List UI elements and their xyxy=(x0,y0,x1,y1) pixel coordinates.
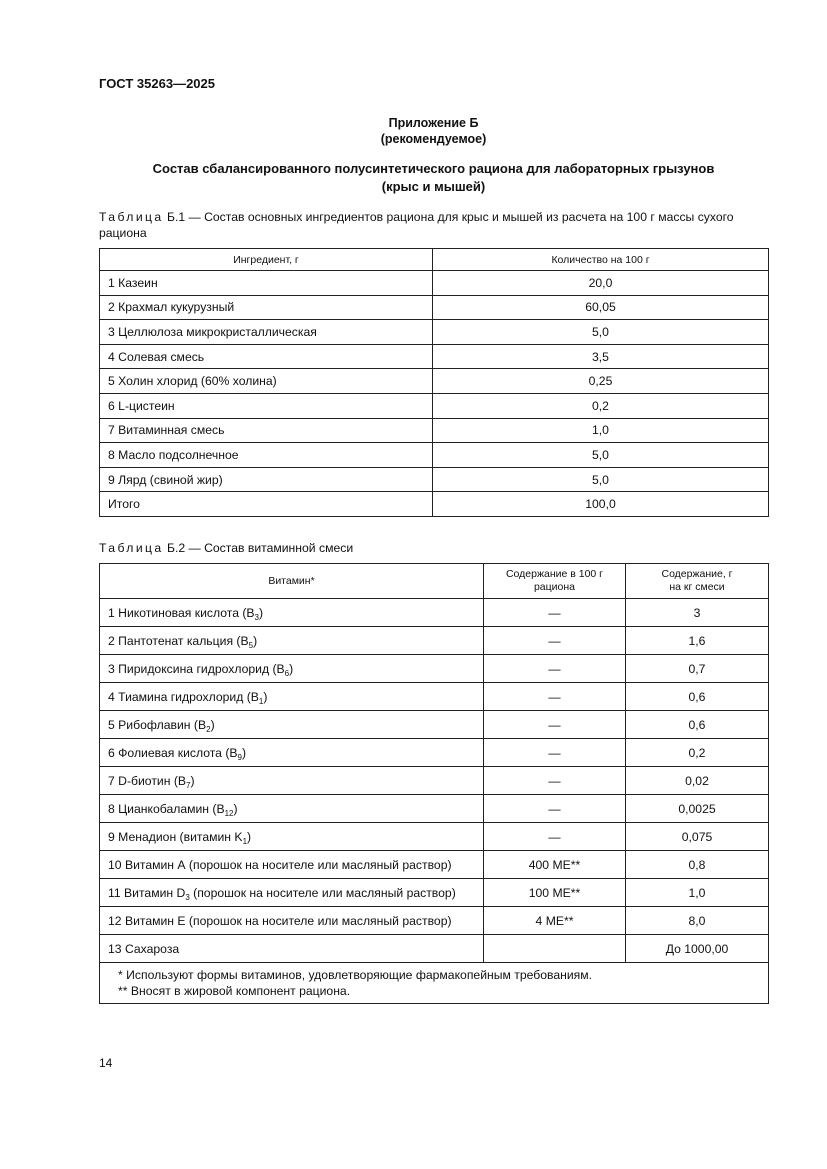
table-row xyxy=(100,344,769,369)
content-per-100g: — xyxy=(484,655,626,683)
ingredient-name: 6 L-цистеин xyxy=(100,393,433,418)
ingredient-name: Итого xyxy=(100,492,433,517)
table-row xyxy=(100,795,769,823)
table2-caption-text: Б.2 — Состав витаминной смеси xyxy=(163,541,354,555)
ingredient-quantity: 0,25 xyxy=(433,369,769,394)
table-row xyxy=(100,393,769,418)
ingredients-table xyxy=(99,248,769,517)
vitamin-table-body xyxy=(100,599,769,963)
table-row xyxy=(100,655,769,683)
note-1: * Используют формы витаминов, удовлетворяющие фармакопейным требованиям. xyxy=(118,968,593,982)
vitamin-name xyxy=(100,739,484,767)
header-per-100g-line-1: Содержание в 100 г xyxy=(505,568,604,580)
table-row xyxy=(100,767,769,795)
vitamin-name xyxy=(100,599,484,627)
vitamin-name-text: 3 Пиридоксина гидрохлорид (B xyxy=(108,661,285,676)
annex-type: (рекомендуемое) xyxy=(380,132,487,146)
content-per-100g: 100 МЕ** xyxy=(484,879,626,907)
annex-label: Приложение Б xyxy=(388,116,479,130)
vitamin-name-text: 13 Сахароза xyxy=(108,941,180,956)
content-per-100g: 400 МЕ** xyxy=(484,851,626,879)
ingredient-quantity: 5,0 xyxy=(433,320,769,345)
ingredient-quantity: 5,0 xyxy=(433,467,769,492)
content-per-100g: — xyxy=(484,823,626,851)
vitamin-name-text: 12 Витамин Е (порошок на носителе или масляный раствор) xyxy=(108,913,452,928)
table-row xyxy=(100,418,769,443)
vitamin-name-tail: ) xyxy=(210,717,215,732)
content-per-100g: — xyxy=(484,739,626,767)
vitamin-name xyxy=(100,795,484,823)
vitamin-name xyxy=(100,851,484,879)
vitamin-name-tail: ) xyxy=(241,745,247,760)
vitamin-subscript: 1 xyxy=(258,696,264,706)
content-per-kg: 0,8 xyxy=(626,851,769,879)
content-per-kg: 0,6 xyxy=(626,683,769,711)
vitamin-subscript: 2 xyxy=(206,724,211,734)
table-row xyxy=(100,271,769,296)
vitamin-name-tail: ) xyxy=(263,689,268,704)
vitamin-subscript: 9 xyxy=(237,752,242,762)
content-per-kg: 0,7 xyxy=(626,655,769,683)
vitamin-name-text: 2 Пантотенат кальция (B xyxy=(108,633,249,648)
table-row xyxy=(100,369,769,394)
vitamin-name xyxy=(100,935,484,963)
content-per-kg: 1,0 xyxy=(626,879,769,907)
ingredient-quantity: 20,0 xyxy=(433,271,769,296)
table2-caption-prefix: Таблица xyxy=(99,541,164,555)
ingredient-name: 5 Холин хлорид (60% холина) xyxy=(100,369,433,394)
table-row xyxy=(100,295,769,320)
table1-caption-prefix: Таблица xyxy=(99,210,164,224)
table1-caption-text: Б.1 — Состав основных ингредиентов рациона для крыс и мышей из расчета на 100 г массы сухого рациона xyxy=(99,210,734,240)
vitamin-subscript: 6 xyxy=(284,668,290,678)
ingredient-quantity: 1,0 xyxy=(433,418,769,443)
ingredients-table-body xyxy=(100,271,769,517)
note-2: ** Вносят в жировой компонент рациона. xyxy=(118,984,351,998)
vitamin-name-tail: ) xyxy=(259,605,264,620)
vitamin-name-text: 9 Менадион (витамин K xyxy=(108,829,243,844)
table-row xyxy=(100,851,769,879)
table-row xyxy=(100,467,769,492)
page-number: 14 xyxy=(99,1056,113,1070)
table-row xyxy=(100,599,769,627)
vitamin-name-tail: (порошок на носителе или масляный раствор) xyxy=(189,885,456,900)
vitamin-table xyxy=(99,563,769,1004)
table-row xyxy=(100,683,769,711)
column-header-per-100g xyxy=(484,564,626,599)
vitamin-name-text: 7 D-биотин (B xyxy=(108,773,187,788)
header-per-100g-line-2: рациона xyxy=(533,581,576,593)
header-per-kg-line-2: на кг смеси xyxy=(669,581,725,593)
title-line-1: Состав сбалансированного полусинтетического рациона для лабораторных грызунов xyxy=(152,161,715,176)
table-row xyxy=(100,711,769,739)
content-per-kg: 0,2 xyxy=(626,739,769,767)
content-per-kg: 0,0025 xyxy=(626,795,769,823)
table-row xyxy=(100,320,769,345)
column-header-ingredient: Ингредиент, г xyxy=(100,249,433,271)
content-per-100g xyxy=(484,935,626,963)
document-code: ГОСТ 35263—2025 xyxy=(99,76,215,91)
table-row xyxy=(100,823,769,851)
table-row xyxy=(100,627,769,655)
content-per-100g: — xyxy=(484,767,626,795)
header-per-kg-line-1: Содержание, г xyxy=(661,568,733,580)
content-per-100g: — xyxy=(484,683,626,711)
vitamin-subscript: 3 xyxy=(185,892,190,902)
table-row xyxy=(100,739,769,767)
vitamin-name-tail: ) xyxy=(190,773,195,788)
vitamin-name-tail: ) xyxy=(247,829,252,844)
ingredient-quantity: 3,5 xyxy=(433,344,769,369)
content-per-100g: 4 МЕ** xyxy=(484,907,626,935)
vitamin-name-text: 6 Фолиевая кислота (B xyxy=(108,745,238,760)
ingredient-quantity: 100,0 xyxy=(433,492,769,517)
content-per-kg: 1,6 xyxy=(626,627,769,655)
vitamin-name xyxy=(100,711,484,739)
vitamin-name-text: 8 Цианкобаламин (B xyxy=(108,801,225,816)
table-row xyxy=(100,935,769,963)
vitamin-name-tail: ) xyxy=(253,633,258,648)
content-per-kg: До 1000,00 xyxy=(626,935,769,963)
content-per-100g: — xyxy=(484,599,626,627)
table-header-row xyxy=(100,249,769,271)
vitamin-name-tail: ) xyxy=(233,801,238,816)
column-header-per-kg xyxy=(626,564,769,599)
vitamin-subscript: 3 xyxy=(254,612,259,622)
ingredient-name: 1 Казеин xyxy=(100,271,433,296)
annex-heading xyxy=(99,115,768,147)
ingredient-quantity: 5,0 xyxy=(433,443,769,468)
vitamin-name xyxy=(100,683,484,711)
table-row xyxy=(100,907,769,935)
content-per-kg: 8,0 xyxy=(626,907,769,935)
table1-caption xyxy=(99,209,774,241)
ingredient-name: 3 Целлюлоза микрокристаллическая xyxy=(100,320,433,345)
ingredient-name: 7 Витаминная смесь xyxy=(100,418,433,443)
vitamin-subscript: 1 xyxy=(242,836,248,846)
table-notes-row xyxy=(100,963,769,1004)
table-row xyxy=(100,443,769,468)
table2-caption xyxy=(99,540,774,556)
vitamin-name xyxy=(100,767,484,795)
page-title xyxy=(99,160,768,196)
table-row xyxy=(100,879,769,907)
content-per-100g: — xyxy=(484,711,626,739)
vitamin-name xyxy=(100,655,484,683)
ingredient-quantity: 0,2 xyxy=(433,393,769,418)
vitamin-name-text: 11 Витамин D xyxy=(108,885,186,900)
ingredient-name: 2 Крахмал кукурузный xyxy=(100,295,433,320)
ingredient-name: 9 Лярд (свиной жир) xyxy=(100,467,433,492)
table-header-row xyxy=(100,564,769,599)
vitamin-name xyxy=(100,627,484,655)
ingredient-name: 8 Масло подсолнечное xyxy=(100,443,433,468)
content-per-100g: — xyxy=(484,627,626,655)
column-header-vitamin: Витамин* xyxy=(100,564,484,599)
vitamin-name xyxy=(100,823,484,851)
content-per-kg: 0,02 xyxy=(626,767,769,795)
vitamin-name-text: 5 Рибофлавин (B xyxy=(108,717,207,732)
table-notes xyxy=(100,963,769,1004)
content-per-kg: 0,075 xyxy=(626,823,769,851)
content-per-100g: — xyxy=(484,795,626,823)
content-per-kg: 0,6 xyxy=(626,711,769,739)
vitamin-name xyxy=(100,907,484,935)
ingredient-name: 4 Солевая смесь xyxy=(100,344,433,369)
ingredient-quantity: 60,05 xyxy=(433,295,769,320)
content-per-kg: 3 xyxy=(626,599,769,627)
vitamin-name-tail: ) xyxy=(289,661,294,676)
vitamin-name xyxy=(100,879,484,907)
vitamin-name-text: 4 Тиамина гидрохлорид (B xyxy=(108,689,259,704)
column-header-quantity: Количество на 100 г xyxy=(433,249,769,271)
vitamin-subscript: 5 xyxy=(248,640,254,650)
table-row xyxy=(100,492,769,517)
title-line-2: (крыс и мышей) xyxy=(381,179,486,194)
vitamin-name-text: 1 Никотиновая кислота (B xyxy=(108,605,255,620)
vitamin-name-text: 10 Витамин А (порошок на носителе или масляный раствор) xyxy=(108,857,452,872)
vitamin-subscript: 12 xyxy=(224,808,234,818)
vitamin-subscript: 7 xyxy=(186,780,191,790)
